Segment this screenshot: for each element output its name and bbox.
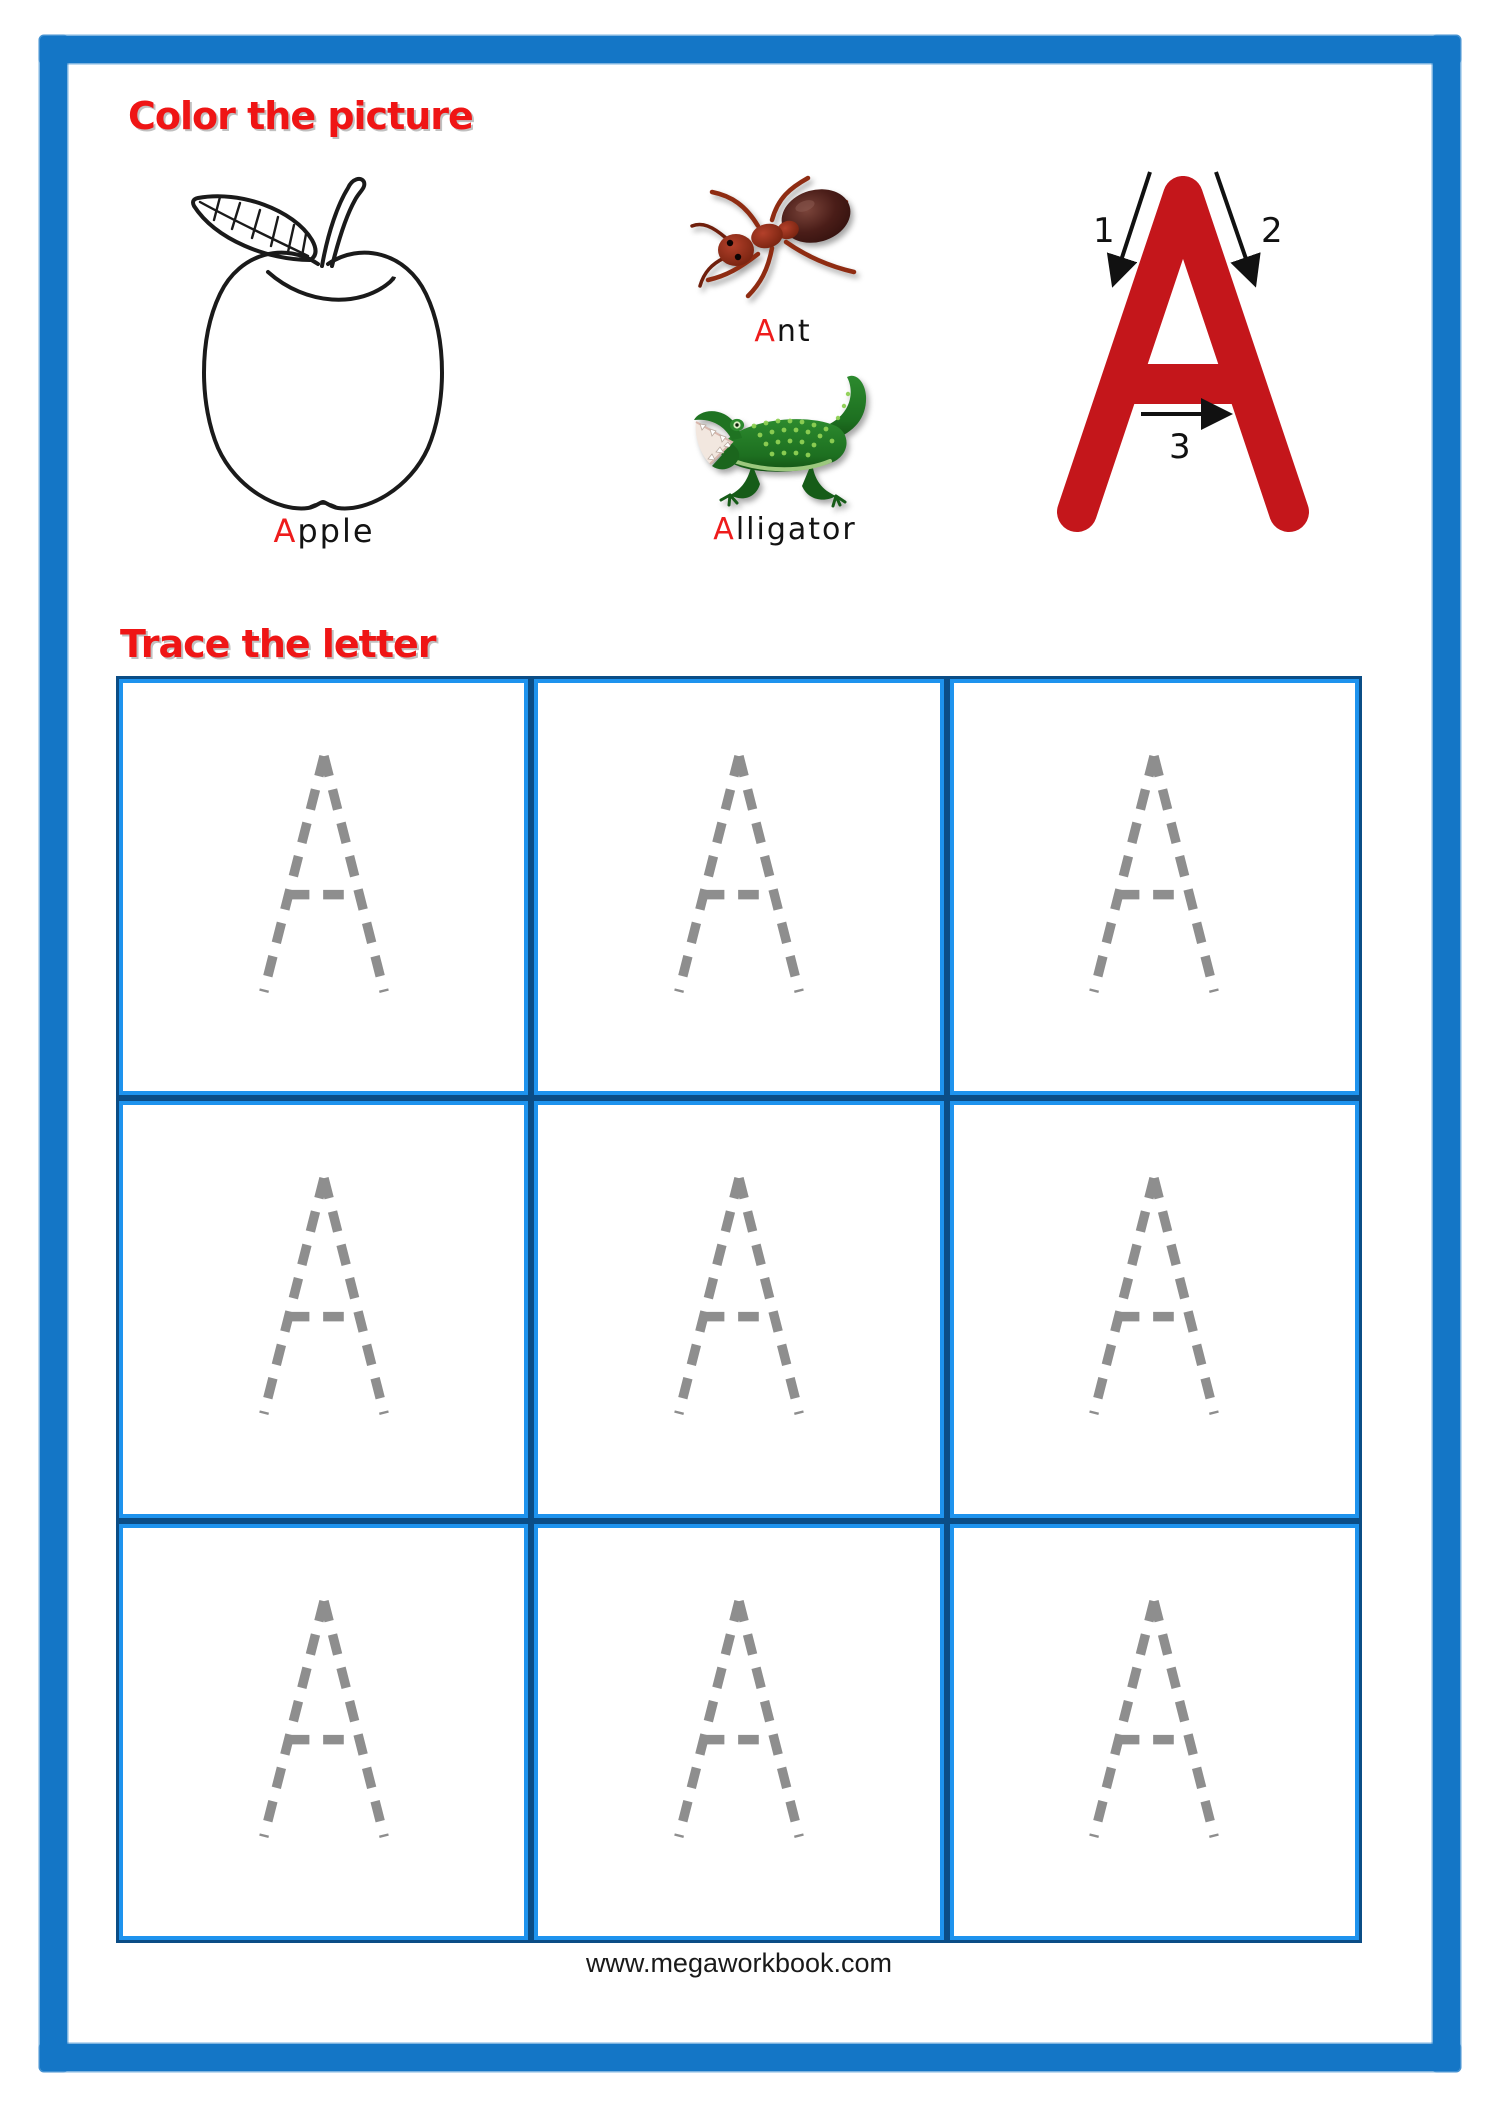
trace-cell (531, 676, 946, 1098)
stroke-3-number: 3 (1169, 427, 1191, 467)
trace-grid (116, 676, 1362, 1943)
apple-label-rest: pple (297, 512, 375, 550)
trace-cell (531, 1098, 946, 1520)
page-border-right (1433, 36, 1460, 2071)
apple-label (158, 512, 490, 550)
alligator-icon (686, 362, 881, 510)
trace-cell (116, 676, 531, 1098)
page-border-top (40, 36, 1460, 63)
dashed-letter-a (653, 1171, 825, 1421)
stroke-1-number: 1 (1093, 211, 1115, 251)
color-the-picture-heading: Color the picture (128, 94, 473, 138)
trace-cell (947, 676, 1362, 1098)
trace-cell (116, 1098, 531, 1520)
ant-label-rest: nt (776, 314, 812, 349)
ant-icon (688, 168, 878, 308)
trace-cell (947, 1098, 1362, 1520)
dashed-letter-a (1068, 749, 1240, 999)
alligator-label-first-letter: A (713, 512, 736, 547)
trace-cell (947, 1521, 1362, 1943)
page-border-left (40, 36, 67, 2071)
letter-a-stroke-guide (1053, 166, 1315, 544)
ant-label-first-letter: A (754, 314, 777, 349)
alligator-label-rest: lligator (735, 512, 857, 547)
dashed-letter-a (653, 749, 825, 999)
website-footer: www.megaworkbook.com (585, 1948, 893, 1978)
page-border-bottom (40, 2044, 1460, 2071)
apple-outline-icon (158, 162, 490, 514)
trace-cell (116, 1521, 531, 1943)
stroke-2-number: 2 (1261, 211, 1283, 251)
apple-label-first-letter: A (273, 512, 298, 550)
dashed-letter-a (238, 1171, 410, 1421)
alligator-label (640, 512, 930, 547)
dashed-letter-a (1068, 1594, 1240, 1844)
trace-the-letter-heading: Trace the letter (120, 622, 436, 666)
dashed-letter-a (238, 749, 410, 999)
ant-label (688, 314, 878, 349)
dashed-letter-a (238, 1594, 410, 1844)
dashed-letter-a (653, 1594, 825, 1844)
trace-cell (531, 1521, 946, 1943)
dashed-letter-a (1068, 1171, 1240, 1421)
